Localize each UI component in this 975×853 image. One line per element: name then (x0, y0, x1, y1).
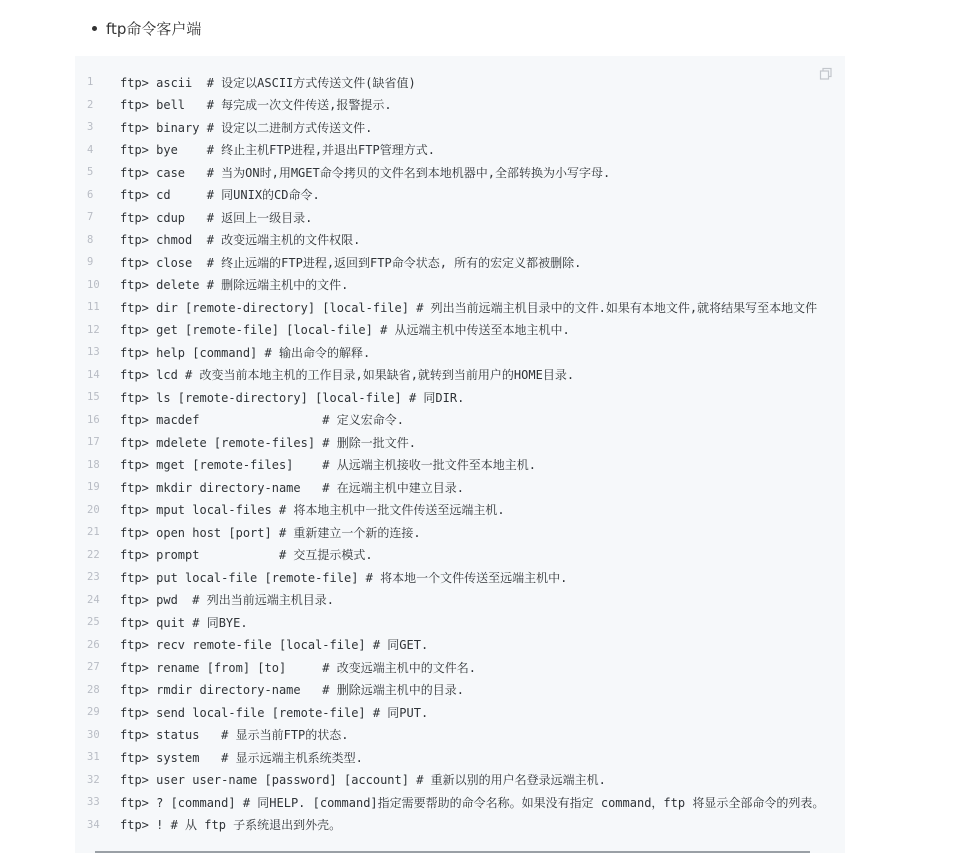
code-line (75, 679, 845, 702)
code-line (75, 341, 845, 364)
line-number: 13 (87, 346, 100, 359)
code-text: ftp> user user-name [password] [account] # 重新以别的用户名登录远端主机. (120, 773, 606, 788)
code-line (75, 769, 845, 792)
code-text: ftp> get [remote-file] [local-file] # 从远端主机中传送至本地主机中. (120, 323, 570, 338)
line-number: 32 (87, 773, 100, 786)
code-text: ftp> mget [remote-files] # 从远端主机接收一批文件至本地主机. (120, 458, 536, 473)
line-number: 30 (87, 728, 100, 741)
code-line (75, 71, 845, 94)
code-line (75, 184, 845, 207)
line-number: 28 (87, 683, 100, 696)
line-number: 23 (87, 571, 100, 584)
line-number: 18 (87, 458, 100, 471)
code-text: ftp> status # 显示当前FTP的状态. (120, 728, 349, 743)
code-line (75, 791, 845, 814)
code-text: ftp> recv remote-file [local-file] # 同GET. (120, 638, 429, 653)
code-line (75, 431, 845, 454)
code-text: ftp> bell # 每完成一次文件传送,报警提示. (120, 98, 392, 113)
code-line (75, 814, 845, 837)
bullet-item (92, 16, 201, 40)
code-line (75, 589, 845, 612)
code-text: ftp> ls [remote-directory] [local-file] # 同DIR. (120, 390, 465, 405)
code-text: ftp> help [command] # 输出命令的解释. (120, 345, 371, 360)
line-number: 29 (87, 706, 100, 719)
code-line (75, 364, 845, 387)
code-text: ftp> rmdir directory-name # 删除远端主机中的目录. (120, 683, 464, 698)
line-number: 9 (87, 256, 94, 269)
line-number: 5 (87, 166, 94, 179)
line-number: 1 (87, 76, 94, 89)
code-line (75, 476, 845, 499)
line-number: 21 (87, 526, 100, 539)
line-number: 14 (87, 368, 100, 381)
code-text: ftp> mdelete [remote-files] # 删除一批文件. (120, 435, 416, 450)
line-number: 31 (87, 751, 100, 764)
line-number: 8 (87, 233, 94, 246)
code-text: ftp> close # 终止远端的FTP进程,返回到FTP命令状态, 所有的宏定义都被删除. (120, 255, 582, 270)
code-line (75, 319, 845, 342)
code-line (75, 409, 845, 432)
code-line (75, 386, 845, 409)
code-line (75, 544, 845, 567)
code-line (75, 229, 845, 252)
code-line (75, 634, 845, 657)
code-text: ftp> macdef # 定义宏命令. (120, 413, 404, 428)
code-text: ftp> mput local-files # 将本地主机中一批文件传送至远端主机. (120, 503, 505, 518)
code-line (75, 161, 845, 184)
code-line (75, 206, 845, 229)
code-line (75, 454, 845, 477)
code-text: ftp> cd # 同UNIX的CD命令. (120, 188, 320, 203)
code-text: ftp> system # 显示远端主机系统类型. (120, 750, 363, 765)
bullet-dot-icon (92, 26, 97, 31)
code-text: ftp> delete # 删除远端主机中的文件. (120, 278, 349, 293)
code-text: ftp> dir [remote-directory] [local-file] # 列出当前远端主机目录中的文件.如果有本地文件,就将结果写至本地文件 (120, 300, 818, 315)
code-text: ftp> quit # 同BYE. (120, 615, 248, 630)
code-text: ftp> ? [command] # 同HELP. [command]指定需要帮助的命令名称。如果没有指定 command，ftp 将显示全部命令的列表。 (120, 795, 825, 810)
code-text: ftp> ! # 从 ftp 子系统退出到外壳。 (120, 818, 342, 833)
code-line (75, 296, 845, 319)
code-text: ftp> rename [from] [to] # 改变远端主机中的文件名. (120, 660, 476, 675)
code-text: ftp> put local-file [remote-file] # 将本地一个文件传送至远端主机中. (120, 570, 568, 585)
line-number: 20 (87, 503, 100, 516)
code-text: ftp> chmod # 改变远端主机的文件权限. (120, 233, 361, 248)
code-text: ftp> prompt # 交互提示模式. (120, 548, 373, 563)
line-number: 16 (87, 413, 100, 426)
code-text: ftp> binary # 设定以二进制方式传送文件. (120, 120, 373, 135)
code-text: ftp> ascii # 设定以ASCII方式传送文件(缺省值) (120, 75, 416, 90)
code-line (75, 499, 845, 522)
line-number: 27 (87, 661, 100, 674)
line-number: 3 (87, 121, 94, 134)
line-number: 4 (87, 143, 94, 156)
code-text: ftp> case # 当为ON时,用MGET命令拷贝的文件名到本地机器中,全部转换为小写字母. (120, 165, 611, 180)
code-text: ftp> pwd # 列出当前远端主机目录. (120, 593, 334, 608)
code-line (75, 274, 845, 297)
line-number: 34 (87, 818, 100, 831)
code-line (75, 521, 845, 544)
code-text: ftp> bye # 终止主机FTP进程,并退出FTP管理方式. (120, 143, 435, 158)
code-line (75, 701, 845, 724)
code-line (75, 656, 845, 679)
code-text: ftp> cdup # 返回上一级目录. (120, 210, 313, 225)
code-text: ftp> mkdir directory-name # 在远端主机中建立目录. (120, 480, 464, 495)
line-number: 25 (87, 616, 100, 629)
line-number: 11 (87, 301, 100, 314)
code-block (75, 56, 845, 853)
line-number: 24 (87, 593, 100, 606)
line-number: 10 (87, 278, 100, 291)
code-lines (75, 71, 845, 836)
code-text: ftp> send local-file [remote-file] # 同PUT. (120, 705, 429, 720)
line-number: 6 (87, 188, 94, 201)
line-number: 26 (87, 638, 100, 651)
code-line (75, 566, 845, 589)
code-line (75, 139, 845, 162)
code-text: ftp> lcd # 改变当前本地主机的工作目录,如果缺省,就转到当前用户的HOME目录. (120, 368, 575, 383)
line-number: 12 (87, 323, 100, 336)
line-number: 22 (87, 548, 100, 561)
line-number: 2 (87, 98, 94, 111)
line-number: 17 (87, 436, 100, 449)
code-line (75, 251, 845, 274)
code-line (75, 94, 845, 117)
line-number: 7 (87, 211, 94, 224)
code-line (75, 746, 845, 769)
line-number: 33 (87, 796, 100, 809)
code-line (75, 116, 845, 139)
code-text: ftp> open host [port] # 重新建立一个新的连接. (120, 525, 421, 540)
line-number: 15 (87, 391, 100, 404)
code-line (75, 611, 845, 634)
line-number: 19 (87, 481, 100, 494)
section-heading: ftp命令客户端 (106, 19, 202, 38)
code-line (75, 724, 845, 747)
